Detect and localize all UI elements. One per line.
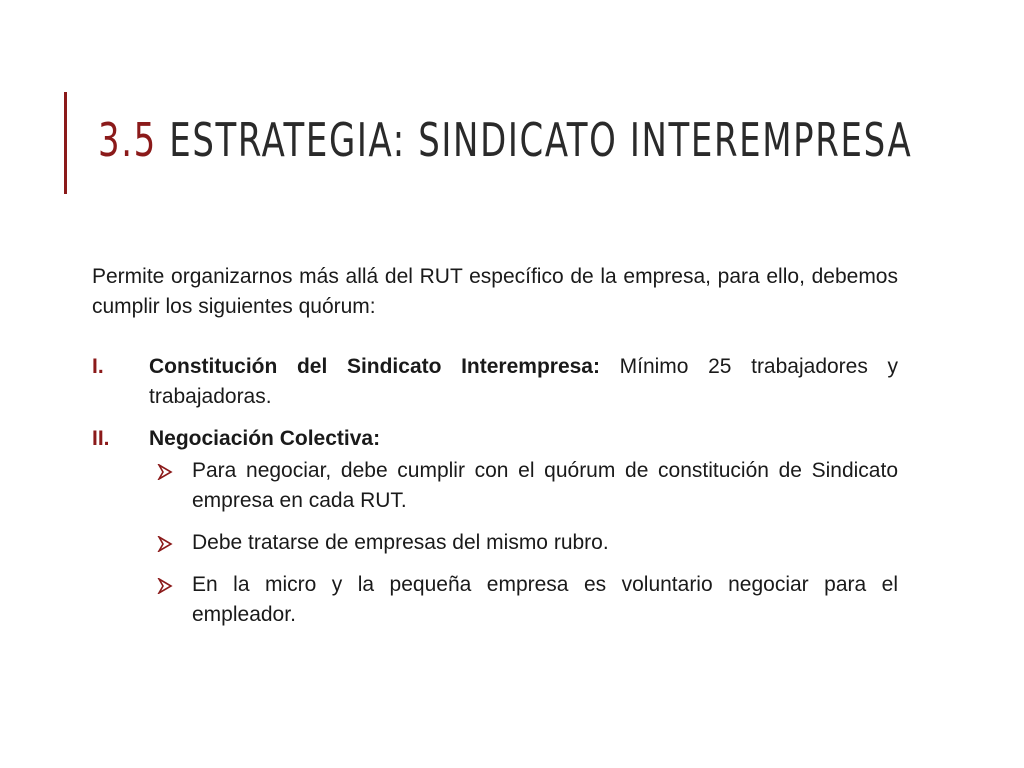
intro-paragraph: Permite organizarnos más allá del RUT específico de la empresa, para ello, debemos cumplir los siguientes quórum:	[92, 265, 898, 318]
sub-list-item	[149, 528, 898, 558]
slide-title	[98, 112, 912, 168]
arrow-right-icon	[149, 570, 192, 630]
sub-item-text: Para negociar, debe cumplir con el quórum de constitución de Sindicato empresa en cada RUT.	[192, 459, 898, 512]
title-number: 3.5	[98, 113, 157, 167]
arrow-right-icon	[149, 528, 192, 558]
sub-list-item	[149, 456, 898, 516]
sub-list	[149, 456, 898, 630]
roman-numeral: I.	[92, 355, 104, 378]
roman-numeral: II.	[92, 427, 110, 450]
list-item-body	[149, 352, 898, 412]
title-text: ESTRATEGIA: SINDICATO INTEREMPRESA	[156, 113, 913, 167]
item-heading: Negociación Colectiva:	[149, 427, 381, 450]
sub-list-item	[149, 570, 898, 630]
list-item-negociacion	[92, 424, 898, 642]
sub-item-text: En la micro y la pequeña empresa es voluntario negociar para el empleador.	[192, 573, 898, 626]
list-item-body	[149, 424, 898, 642]
arrow-right-icon	[149, 456, 192, 516]
sub-item-text: Debe tratarse de empresas del mismo rubro.	[192, 531, 609, 554]
slide-content	[92, 262, 898, 654]
title-accent-bar	[64, 92, 67, 194]
list-item-constitucion	[92, 352, 898, 412]
item-text: Mínimo 25 trabajadores y trabajadoras.	[149, 355, 898, 408]
item-heading: Constitución del Sindicato Interempresa:	[149, 355, 600, 378]
